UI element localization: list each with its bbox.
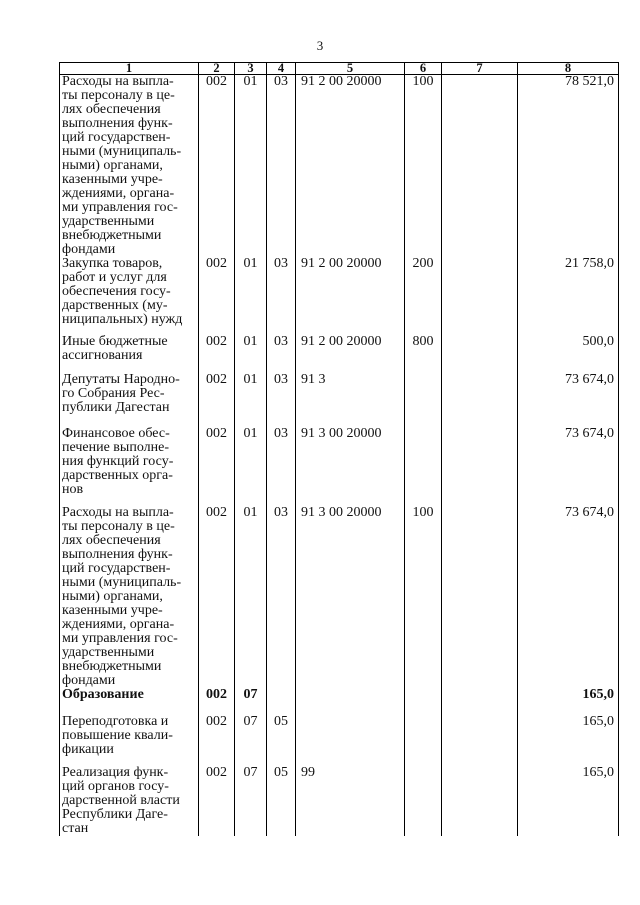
subsection-cell: 03 [267, 75, 296, 258]
table-row [60, 257, 619, 335]
header-col-8: 8 [518, 63, 619, 75]
column-7-cell [442, 257, 518, 335]
amount-cell: 165,0 [518, 688, 619, 715]
code-cell: 002 [199, 373, 235, 427]
item-name-cell: Иные бюджетные ассигнования [60, 335, 199, 373]
section-cell: 01 [235, 427, 267, 506]
target-article-cell: 91 2 00 20000 [296, 257, 405, 335]
section-cell: 01 [235, 75, 267, 258]
item-name-cell: Реализация функ- ций органов госу- дарственной власти Республики Даге- стан [60, 766, 199, 836]
column-7-cell [442, 335, 518, 373]
column-7-cell [442, 688, 518, 715]
subsection-cell: 03 [267, 257, 296, 335]
code-cell: 002 [199, 335, 235, 373]
section-cell: 01 [235, 335, 267, 373]
table-row [60, 688, 619, 715]
section-cell: 07 [235, 766, 267, 836]
header-col-7: 7 [442, 63, 518, 75]
header-col-2: 2 [199, 63, 235, 75]
header-col-5: 5 [296, 63, 405, 75]
table-header-row [60, 63, 619, 75]
column-7-cell [442, 373, 518, 427]
amount-cell: 78 521,0 [518, 75, 619, 258]
page-number: 3 [316, 38, 324, 53]
target-article-cell: 91 2 00 20000 [296, 335, 405, 373]
subsection-cell: 03 [267, 335, 296, 373]
item-name-cell: Переподготовка и повышение квали- фикации [60, 715, 199, 766]
subsection-cell: 05 [267, 715, 296, 766]
subsection-cell: 05 [267, 766, 296, 836]
column-7-cell [442, 427, 518, 506]
column-7-cell [442, 75, 518, 258]
section-cell: 07 [235, 715, 267, 766]
expense-type-cell: 200 [405, 257, 442, 335]
budget-table [59, 62, 619, 836]
table-body [60, 75, 619, 837]
expense-type-cell [405, 373, 442, 427]
table-row [60, 506, 619, 688]
item-name-cell: Финансовое обес- печение выполне- ния функций госу- дарственных орга- нов [60, 427, 199, 506]
amount-cell: 73 674,0 [518, 506, 619, 688]
code-cell: 002 [199, 506, 235, 688]
item-name-cell: Закупка товаров, работ и услуг для обеспечения госу- дарственных (му- ниципальных) нужд [60, 257, 199, 335]
code-cell: 002 [199, 257, 235, 335]
code-cell: 002 [199, 688, 235, 715]
expense-type-cell [405, 715, 442, 766]
table-row [60, 335, 619, 373]
expense-type-cell: 100 [405, 506, 442, 688]
table-row [60, 75, 619, 258]
item-name-cell: Расходы на выпла- ты персоналу в це- лях обеспечения выполнения функ- ций государствен- ными (муниципаль- ными) органами, казенными учре- ждениями, органа- ми управления гос- ударственными внебюджетными фондами [60, 506, 199, 688]
amount-cell: 165,0 [518, 715, 619, 766]
section-cell: 01 [235, 506, 267, 688]
subsection-cell: 03 [267, 506, 296, 688]
expense-type-cell: 800 [405, 335, 442, 373]
subsection-cell [267, 688, 296, 715]
target-article-cell: 91 3 00 20000 [296, 427, 405, 506]
amount-cell: 165,0 [518, 766, 619, 836]
header-col-6: 6 [405, 63, 442, 75]
header-col-1: 1 [60, 63, 199, 75]
item-name-cell: Образование [60, 688, 199, 715]
column-7-cell [442, 506, 518, 688]
table-row [60, 427, 619, 506]
code-cell: 002 [199, 766, 235, 836]
expense-type-cell [405, 427, 442, 506]
column-7-cell [442, 715, 518, 766]
item-name-cell: Депутаты Народно- го Собрания Рес- публики Дагестан [60, 373, 199, 427]
expense-type-cell: 100 [405, 75, 442, 258]
target-article-cell [296, 715, 405, 766]
table-row [60, 373, 619, 427]
target-article-cell: 99 [296, 766, 405, 836]
code-cell: 002 [199, 427, 235, 506]
expense-type-cell [405, 766, 442, 836]
section-cell: 01 [235, 257, 267, 335]
expense-type-cell [405, 688, 442, 715]
subsection-cell: 03 [267, 427, 296, 506]
target-article-cell: 91 2 00 20000 [296, 75, 405, 258]
table-row [60, 715, 619, 766]
target-article-cell: 91 3 [296, 373, 405, 427]
amount-cell: 73 674,0 [518, 427, 619, 506]
code-cell: 002 [199, 715, 235, 766]
column-7-cell [442, 766, 518, 836]
section-cell: 07 [235, 688, 267, 715]
header-col-3: 3 [235, 63, 267, 75]
table-row [60, 766, 619, 836]
section-cell: 01 [235, 373, 267, 427]
amount-cell: 500,0 [518, 335, 619, 373]
subsection-cell: 03 [267, 373, 296, 427]
code-cell: 002 [199, 75, 235, 258]
amount-cell: 73 674,0 [518, 373, 619, 427]
item-name-cell: Расходы на выпла- ты персоналу в це- лях обеспечения выполнения функ- ций государствен- ными (муниципаль- ными) органами, казенными учре- ждениями, органа- ми управления гос- ударственными внебюджетными фондами [60, 75, 199, 258]
header-col-4: 4 [267, 63, 296, 75]
amount-cell: 21 758,0 [518, 257, 619, 335]
target-article-cell: 91 3 00 20000 [296, 506, 405, 688]
target-article-cell [296, 688, 405, 715]
